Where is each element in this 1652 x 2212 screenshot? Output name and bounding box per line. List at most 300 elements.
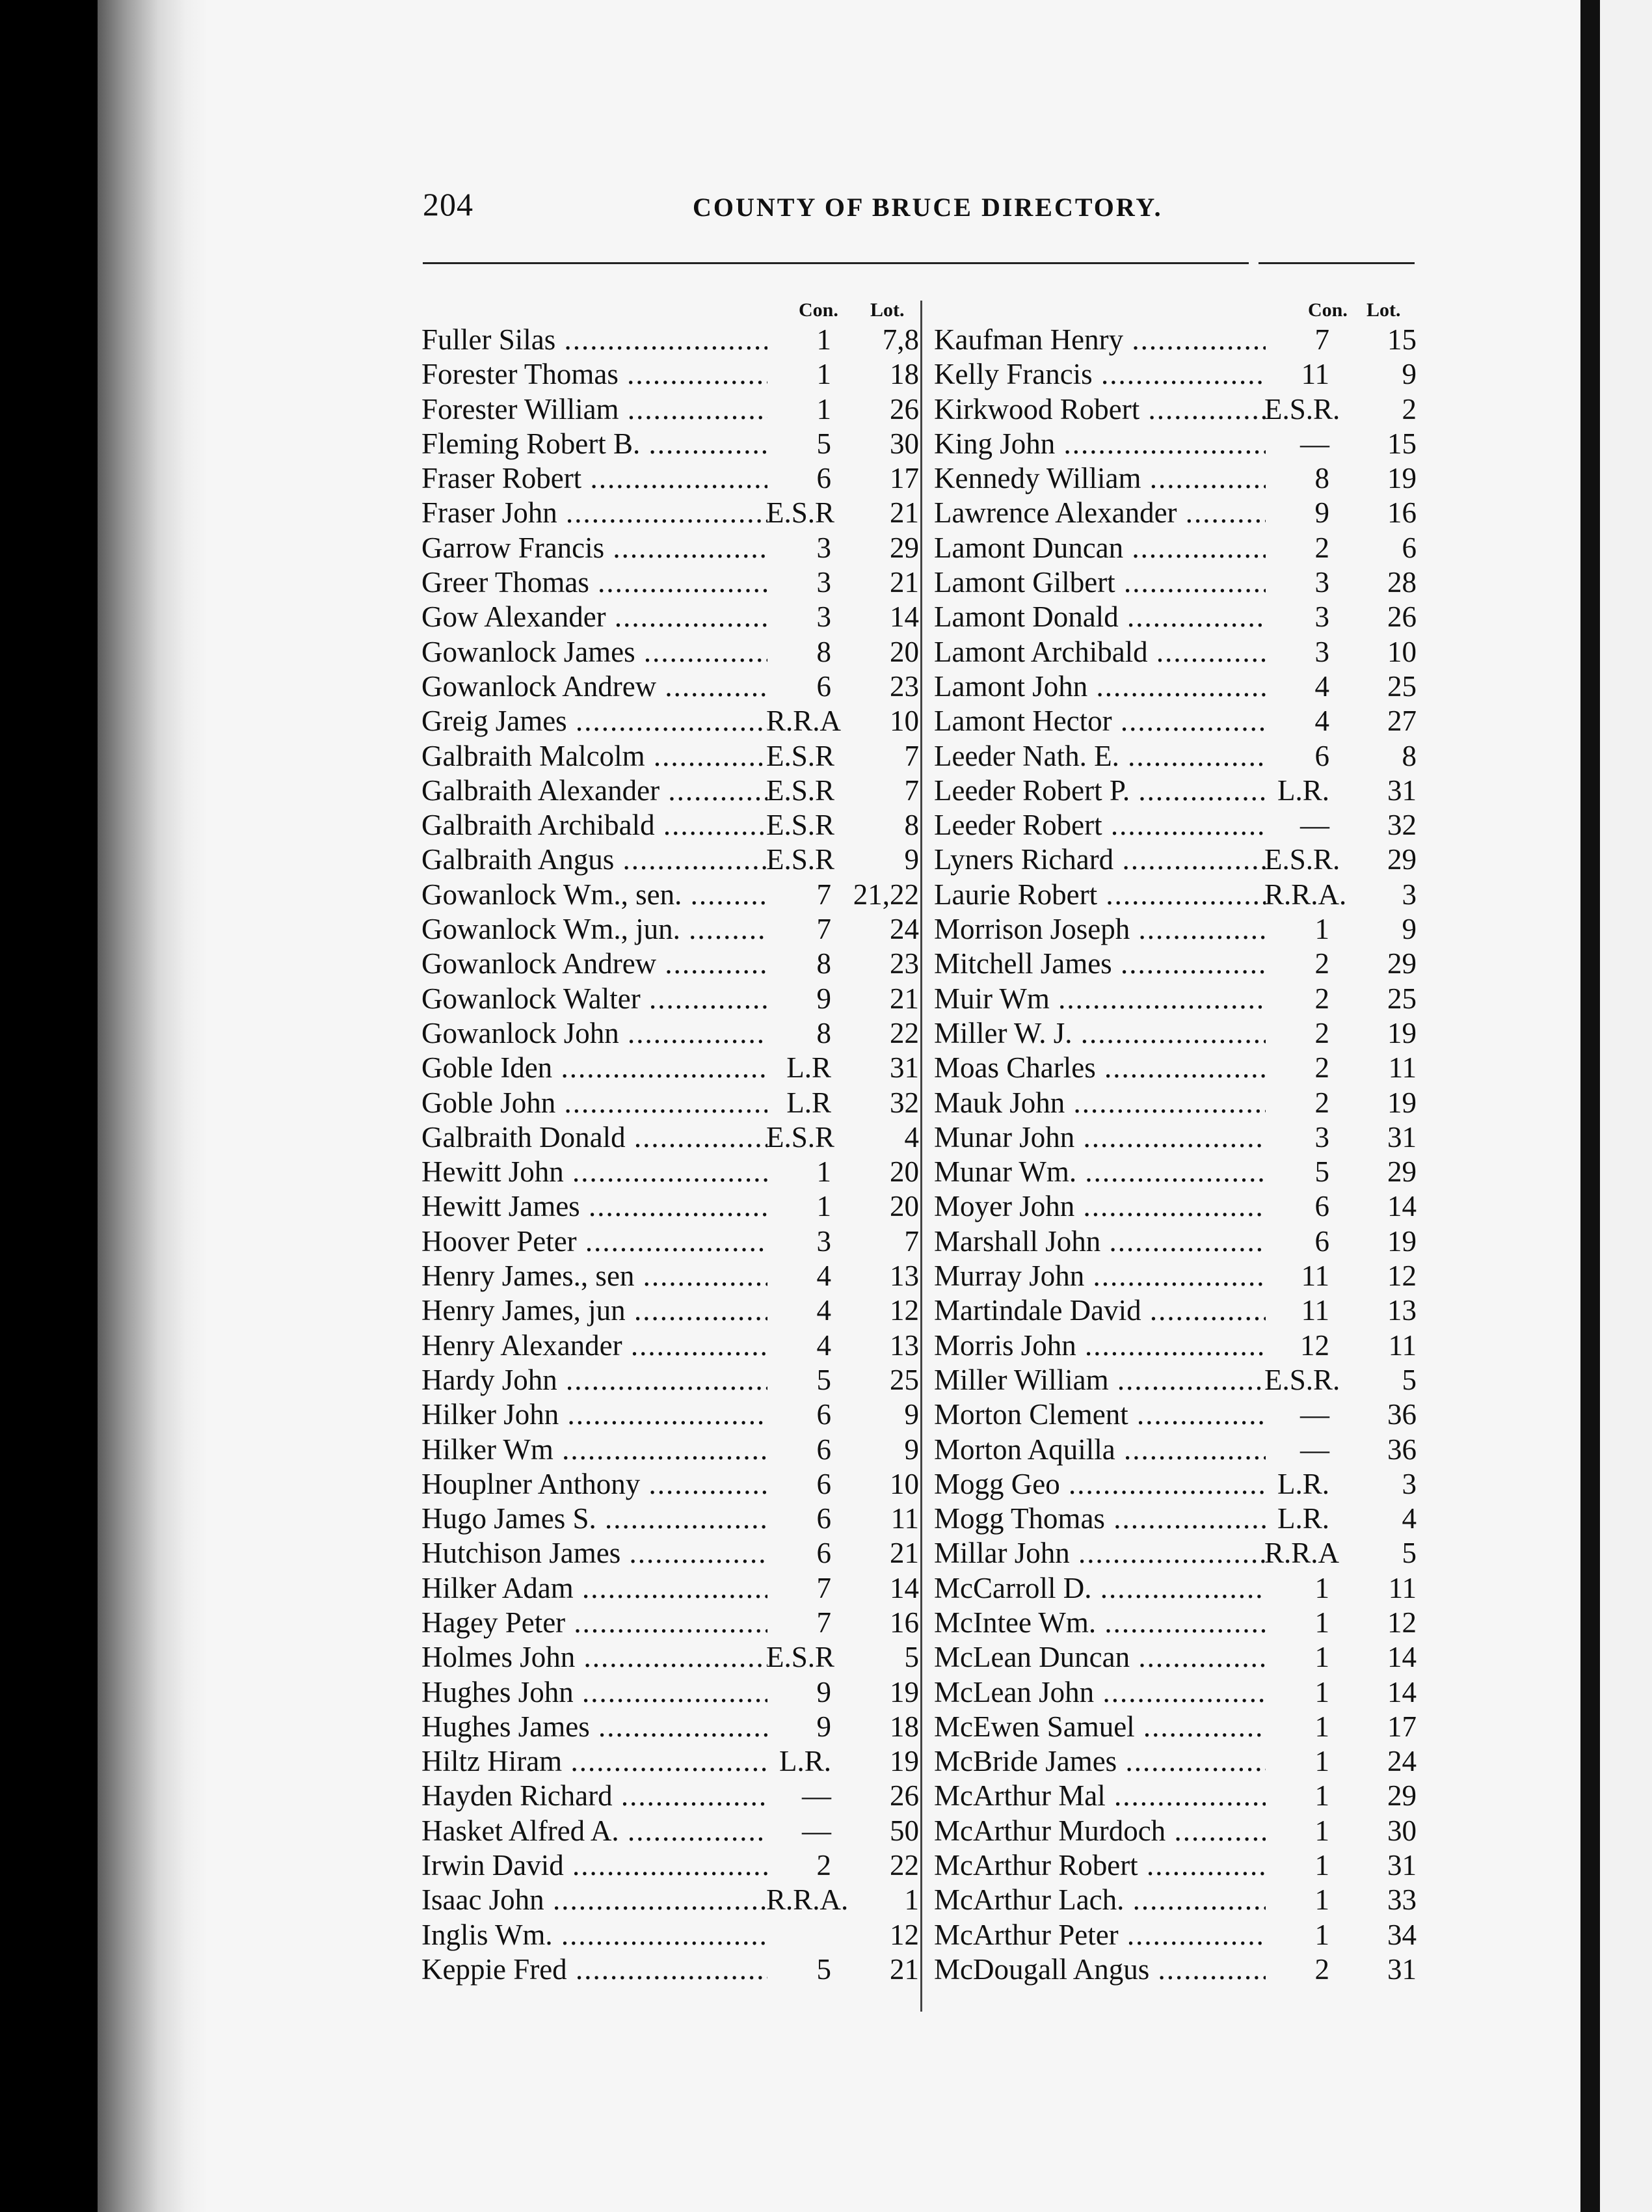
directory-entry xyxy=(934,1155,1420,1189)
entry-lot: 26 xyxy=(890,1779,919,1813)
entry-name: Galbraith Malcolm ..... xyxy=(421,739,767,774)
entry-lot: 14 xyxy=(890,1571,919,1604)
entry-concession: 11 xyxy=(1301,1260,1329,1293)
directory-entry xyxy=(421,947,922,981)
directory-entry xyxy=(421,1848,922,1883)
entry-lot: 11 xyxy=(1388,1329,1417,1362)
directory-entry xyxy=(421,1224,922,1259)
entry-concession: E.S.R xyxy=(766,1120,835,1153)
entry-lot: 7 xyxy=(904,1224,919,1258)
entry-lot: 11 xyxy=(1388,1051,1417,1085)
entry-lot: 32 xyxy=(890,1086,919,1119)
directory-entry xyxy=(934,1848,1420,1883)
running-title: COUNTY OF BRUCE DIRECTORY. xyxy=(693,193,1163,222)
directory-entry xyxy=(421,1502,922,1536)
entry-lot: 5 xyxy=(904,1641,919,1674)
entry-concession: E.S.R xyxy=(766,774,835,807)
entry-concession: 5 xyxy=(816,427,831,460)
entry-lot: 29 xyxy=(890,531,919,564)
entry-name: Goble Iden ..... xyxy=(421,1051,767,1085)
directory-entry xyxy=(421,1640,922,1675)
entry-concession: 6 xyxy=(816,1537,831,1570)
entry-concession: 1 xyxy=(1314,1918,1329,1951)
entry-lot: 11 xyxy=(1388,1571,1417,1604)
directory-entry xyxy=(421,739,922,774)
entry-lot: 31 xyxy=(1387,1849,1417,1882)
directory-entry xyxy=(421,1883,922,1917)
entry-concession: — xyxy=(802,1814,831,1847)
directory-entry xyxy=(934,1710,1420,1744)
entry-lot: 29 xyxy=(1387,947,1417,980)
directory-entry xyxy=(421,1814,922,1848)
entry-concession: 6 xyxy=(1314,1224,1329,1258)
entry-lot: 6 xyxy=(1402,531,1417,564)
entry-name: Hughes John ..... xyxy=(421,1675,767,1710)
entry-concession: 1 xyxy=(1314,1883,1329,1917)
entry-name: Munar Wm. ..... xyxy=(934,1155,1266,1189)
entry-name: Gow Alexander ..... xyxy=(421,600,767,634)
entry-concession: L.R xyxy=(786,1086,831,1119)
entry-concession: 1 xyxy=(1314,1745,1329,1778)
entry-name: Greer Thomas ..... xyxy=(421,565,767,600)
entry-lot: 18 xyxy=(890,1710,919,1743)
entry-lot: 3 xyxy=(1402,878,1417,911)
entry-name: Gowanlock James ..... xyxy=(421,635,767,669)
entry-lot: 8 xyxy=(904,809,919,842)
entry-concession: 8 xyxy=(816,947,831,980)
entry-name: Holmes John ..... xyxy=(421,1640,767,1675)
entry-name: Muir Wm ..... xyxy=(934,982,1266,1016)
entry-name: Houplner Anthony ..... xyxy=(421,1467,767,1502)
directory-entry xyxy=(421,1397,922,1432)
entry-name: Lamont John ..... xyxy=(934,669,1266,704)
entry-name: Galbraith Archibald ..... xyxy=(421,808,767,843)
entry-lot: 19 xyxy=(1387,462,1417,495)
entry-name: Gowanlock Andrew ..... xyxy=(421,669,767,704)
entry-lot: 9 xyxy=(1402,358,1417,391)
entry-lot: 7 xyxy=(904,774,919,807)
entry-concession: 1 xyxy=(1314,1814,1329,1847)
entry-lot: 29 xyxy=(1387,843,1417,876)
directory-entry xyxy=(421,808,922,843)
directory-entry xyxy=(421,774,922,808)
entry-concession: L.R. xyxy=(779,1745,831,1778)
entry-concession: 6 xyxy=(816,1433,831,1466)
entry-concession: 2 xyxy=(1314,982,1329,1015)
entry-concession: 4 xyxy=(1314,705,1329,738)
directory-entry xyxy=(934,531,1420,565)
entry-lot: 20 xyxy=(890,635,919,668)
entry-concession: 2 xyxy=(1314,1016,1329,1049)
directory-entry xyxy=(934,1571,1420,1606)
entry-lot: 24 xyxy=(890,913,919,946)
directory-entry xyxy=(421,1571,922,1606)
entry-name: Leeder Robert ..... xyxy=(934,808,1266,843)
entry-concession: 2 xyxy=(816,1849,831,1882)
directory-entry xyxy=(421,1363,922,1397)
entry-lot: 27 xyxy=(1387,705,1417,738)
entry-name: Hewitt John ..... xyxy=(421,1155,767,1189)
entry-lot: 50 xyxy=(890,1814,919,1847)
entry-name: Lamont Archibald ..... xyxy=(934,635,1266,669)
entry-name: Gowanlock Wm., sen. ..... xyxy=(421,878,767,912)
directory-entry xyxy=(934,1502,1420,1536)
entry-lot: 36 xyxy=(1387,1433,1417,1466)
entry-lot: 15 xyxy=(1387,427,1417,460)
entry-name: Greig James ..... xyxy=(421,704,767,738)
entry-name: Kirkwood Robert ..... xyxy=(934,392,1266,427)
entry-name: Galbraith Donald ..... xyxy=(421,1120,767,1155)
directory-entry xyxy=(934,600,1420,634)
entry-lot: 13 xyxy=(1387,1294,1417,1327)
entry-concession: 1 xyxy=(1314,1779,1329,1813)
entry-concession: 7 xyxy=(816,1606,831,1639)
entry-lot: 34 xyxy=(1387,1918,1417,1951)
directory-entry xyxy=(934,461,1420,496)
entry-name: Mogg Thomas ..... xyxy=(934,1502,1266,1536)
entry-lot: 14 xyxy=(1387,1641,1417,1674)
entry-concession: 3 xyxy=(1314,635,1329,668)
entry-name: Hewitt James ..... xyxy=(421,1189,767,1224)
entry-concession: L.R xyxy=(786,1051,831,1085)
entry-name: Keppie Fred ..... xyxy=(421,1952,767,1987)
entry-name: Hardy John ..... xyxy=(421,1363,767,1397)
entry-lot: 5 xyxy=(1402,1363,1417,1396)
header-rule xyxy=(423,262,1249,264)
left-column xyxy=(421,286,922,1987)
entry-name: Hilker Wm ..... xyxy=(421,1433,767,1467)
entry-lot: 14 xyxy=(1387,1675,1417,1708)
entry-name: Hoover Peter ..... xyxy=(421,1224,767,1259)
entry-name: Fraser John ..... xyxy=(421,496,767,530)
directory-entry xyxy=(934,1467,1420,1502)
entry-concession: 6 xyxy=(816,669,831,703)
lot-header: Lot. xyxy=(1366,299,1401,321)
directory-entry xyxy=(421,1051,922,1085)
entry-concession: 3 xyxy=(816,600,831,634)
entry-concession: 7 xyxy=(816,878,831,911)
entry-concession: L.R. xyxy=(1277,1502,1329,1535)
entry-lot: 22 xyxy=(890,1849,919,1882)
entry-concession: 1 xyxy=(816,1190,831,1223)
entry-concession: 5 xyxy=(816,1363,831,1396)
entry-lot: 7 xyxy=(904,739,919,772)
entry-concession: — xyxy=(1300,1433,1329,1466)
entry-name: Galbraith Angus ..... xyxy=(421,843,767,877)
directory-entry xyxy=(934,1189,1420,1224)
entry-name: McCarroll D. ..... xyxy=(934,1571,1266,1606)
entry-concession: 1 xyxy=(1314,1641,1329,1674)
entry-name: Lamont Duncan ..... xyxy=(934,531,1266,565)
entry-concession: 2 xyxy=(1314,1086,1329,1119)
entry-concession: 8 xyxy=(816,635,831,668)
entry-concession: L.R. xyxy=(1277,774,1329,807)
entry-name: Miller W. J. ..... xyxy=(934,1016,1266,1051)
entry-concession: 6 xyxy=(816,1467,831,1500)
entry-lot: 31 xyxy=(1387,1952,1417,1986)
entry-lot: 9 xyxy=(904,843,919,876)
directory-entry xyxy=(421,461,922,496)
directory-entry xyxy=(934,1120,1420,1155)
entry-name: McArthur Peter ..... xyxy=(934,1918,1266,1952)
entry-name: Isaac John ..... xyxy=(421,1883,767,1917)
entry-concession: 9 xyxy=(816,982,831,1015)
right-column xyxy=(934,286,1420,1987)
entry-lot: 29 xyxy=(1387,1779,1417,1813)
entry-lot: 32 xyxy=(1387,809,1417,842)
entry-name: Hutchison James ..... xyxy=(421,1536,767,1571)
entry-name: Morton Aquilla ..... xyxy=(934,1433,1266,1467)
entry-lot: 31 xyxy=(1387,1120,1417,1153)
entry-lot: 33 xyxy=(1387,1883,1417,1917)
directory-entry xyxy=(421,1016,922,1051)
entry-name: Moas Charles ..... xyxy=(934,1051,1266,1085)
directory-entry xyxy=(421,1606,922,1640)
entry-name: Fleming Robert B. ..... xyxy=(421,427,767,461)
entry-lot: 25 xyxy=(1387,982,1417,1015)
directory-entry xyxy=(421,1433,922,1467)
directory-entry xyxy=(421,704,922,738)
entry-concession: 1 xyxy=(1314,1849,1329,1882)
entry-concession: 6 xyxy=(1314,739,1329,772)
directory-entry xyxy=(421,357,922,392)
directory-entry xyxy=(934,1363,1420,1397)
con-header: Con. xyxy=(1308,299,1348,321)
entry-name: McArthur Murdoch ..... xyxy=(934,1814,1266,1848)
entry-name: Hagey Peter ..... xyxy=(421,1606,767,1640)
entry-name: McLean John ..... xyxy=(934,1675,1266,1710)
directory-entry xyxy=(421,496,922,530)
entry-lot: 11 xyxy=(890,1502,919,1535)
entry-concession: 6 xyxy=(1314,1190,1329,1223)
page-gutter xyxy=(1580,0,1600,2212)
entry-lot: 25 xyxy=(890,1363,919,1396)
entry-lot: 10 xyxy=(890,705,919,738)
entry-concession: E.S.R. xyxy=(1264,392,1340,425)
entry-lot: 7,8 xyxy=(882,323,919,356)
entry-concession: 1 xyxy=(816,358,831,391)
entry-lot: 9 xyxy=(1402,913,1417,946)
entry-concession: 3 xyxy=(816,531,831,564)
entry-concession: 1 xyxy=(1314,1675,1329,1708)
entry-name: King John ..... xyxy=(934,427,1266,461)
entry-name: Lamont Gilbert ..... xyxy=(934,565,1266,600)
entry-name: McDougall Angus ..... xyxy=(934,1952,1266,1987)
entry-concession: 11 xyxy=(1301,358,1329,391)
entry-concession: 4 xyxy=(1314,669,1329,703)
directory-entry xyxy=(934,1814,1420,1848)
entry-concession: 4 xyxy=(816,1329,831,1362)
directory-entry xyxy=(934,878,1420,912)
entry-name: Gowanlock John ..... xyxy=(421,1016,767,1051)
entry-name: Morris John ..... xyxy=(934,1329,1266,1363)
directory-entry xyxy=(421,1086,922,1120)
directory-entry xyxy=(421,1155,922,1189)
entry-concession: 2 xyxy=(1314,531,1329,564)
entry-concession: L.R. xyxy=(1277,1467,1329,1500)
entry-name: Miller William ..... xyxy=(934,1363,1266,1397)
directory-entry xyxy=(934,1224,1420,1259)
directory-entry xyxy=(421,1779,922,1813)
entry-lot: 9 xyxy=(904,1398,919,1431)
entry-lot: 21 xyxy=(890,496,919,530)
directory-entry xyxy=(934,1051,1420,1085)
directory-entry xyxy=(934,1433,1420,1467)
entry-name: Millar John ..... xyxy=(934,1536,1266,1571)
entry-concession: 11 xyxy=(1301,1294,1329,1327)
entry-lot: 21 xyxy=(890,1537,919,1570)
entry-concession: 1 xyxy=(816,323,831,356)
entry-name: Mogg Geo ..... xyxy=(934,1467,1266,1502)
entry-lot: 22 xyxy=(890,1016,919,1049)
directory-entry xyxy=(934,704,1420,738)
entry-lot: 25 xyxy=(1387,669,1417,703)
entry-concession: 2 xyxy=(1314,1952,1329,1986)
directory-entry xyxy=(421,1293,922,1328)
directory-entry xyxy=(421,878,922,912)
directory-entry xyxy=(934,635,1420,669)
entry-lot: 3 xyxy=(1402,1467,1417,1500)
entry-concession: — xyxy=(802,1779,831,1813)
entry-name: Lawrence Alexander ..... xyxy=(934,496,1266,530)
page-header xyxy=(423,185,1418,231)
entry-concession: — xyxy=(1300,427,1329,460)
directory-entry xyxy=(934,1952,1420,1987)
entry-name: Hilker Adam ..... xyxy=(421,1571,767,1606)
directory-entry xyxy=(934,1536,1420,1571)
entry-name: Henry James., sen ..... xyxy=(421,1259,767,1293)
entry-lot: 12 xyxy=(1387,1606,1417,1639)
directory-entry xyxy=(421,1467,922,1502)
entry-concession: 1 xyxy=(1314,913,1329,946)
entry-concession: 3 xyxy=(1314,566,1329,599)
directory-entry xyxy=(421,392,922,427)
directory-entry xyxy=(421,1189,922,1224)
directory-entry xyxy=(421,1120,922,1155)
directory-entry xyxy=(934,947,1420,981)
entry-name: Leeder Robert P. ..... xyxy=(934,774,1266,808)
entry-name: Munar John ..... xyxy=(934,1120,1266,1155)
entry-concession: R.R.A. xyxy=(1264,878,1347,911)
book-fore-edge xyxy=(98,0,208,2212)
entry-name: Gowanlock Walter ..... xyxy=(421,982,767,1016)
entry-concession: R.R.A xyxy=(1264,1537,1340,1570)
entry-name: Morton Clement ..... xyxy=(934,1397,1266,1432)
entry-name: Lyners Richard ..... xyxy=(934,843,1266,877)
facing-page-sliver xyxy=(1600,0,1652,2212)
entry-lot: 5 xyxy=(1402,1537,1417,1570)
entry-lot: 12 xyxy=(1387,1260,1417,1293)
entry-lot: 36 xyxy=(1387,1398,1417,1431)
entry-concession: 9 xyxy=(1314,496,1329,530)
entry-concession: 1 xyxy=(1314,1606,1329,1639)
entry-concession: 3 xyxy=(816,566,831,599)
entry-name: Fuller Silas ..... xyxy=(421,323,767,357)
entry-lot: 26 xyxy=(1387,600,1417,634)
directory-entry xyxy=(421,1259,922,1293)
entry-lot: 13 xyxy=(890,1329,919,1362)
entry-name: McEwen Samuel ..... xyxy=(934,1710,1266,1744)
entry-name: Hasket Alfred A. ..... xyxy=(421,1814,767,1848)
entry-name: Forester Thomas ..... xyxy=(421,357,767,392)
directory-entry xyxy=(934,843,1420,877)
directory-entry xyxy=(934,323,1420,357)
entry-name: Kennedy William ..... xyxy=(934,461,1266,496)
directory-entry xyxy=(934,392,1420,427)
entry-lot: 17 xyxy=(890,462,919,495)
directory-entry xyxy=(421,531,922,565)
entry-list xyxy=(421,323,922,1987)
entry-lot: 14 xyxy=(890,600,919,634)
column-header xyxy=(421,286,922,323)
entry-lot: 20 xyxy=(890,1155,919,1189)
entry-name: Morrison Joseph ..... xyxy=(934,912,1266,947)
entry-lot: 16 xyxy=(890,1606,919,1639)
entry-concession: E.S.R xyxy=(766,739,835,772)
entry-concession: 1 xyxy=(816,392,831,425)
entry-lot: 24 xyxy=(1387,1745,1417,1778)
directory-entry xyxy=(934,1744,1420,1779)
directory-entry xyxy=(421,1536,922,1571)
entry-name: Kaufman Henry ..... xyxy=(934,323,1266,357)
entry-name: Galbraith Alexander ..... xyxy=(421,774,767,808)
entry-lot: 19 xyxy=(1387,1016,1417,1049)
entry-name: Gowanlock Andrew ..... xyxy=(421,947,767,981)
entry-concession: E.S.R. xyxy=(1264,1363,1340,1396)
directory-entry xyxy=(934,669,1420,704)
entry-lot: 2 xyxy=(1402,392,1417,425)
entry-name: Marshall John ..... xyxy=(934,1224,1266,1259)
page-number: 204 xyxy=(423,186,473,223)
directory-entry xyxy=(934,1329,1420,1363)
directory-entry xyxy=(421,427,922,461)
entry-concession: E.S.R xyxy=(766,843,835,876)
entry-concession: 9 xyxy=(816,1675,831,1708)
directory-entry xyxy=(421,323,922,357)
entry-concession: — xyxy=(1300,1398,1329,1431)
entry-lot: 10 xyxy=(890,1467,919,1500)
entry-lot: 1 xyxy=(904,1883,919,1917)
entry-name: Hiltz Hiram ..... xyxy=(421,1744,767,1779)
entry-concession: R.R.A. xyxy=(766,1883,849,1917)
entry-concession: 1 xyxy=(816,1155,831,1189)
directory-entry xyxy=(934,1016,1420,1051)
entry-concession: 2 xyxy=(1314,1051,1329,1085)
entry-lot: 19 xyxy=(890,1745,919,1778)
entry-name: Martindale David ..... xyxy=(934,1293,1266,1328)
entry-concession: — xyxy=(1300,809,1329,842)
entry-name: McBride James ..... xyxy=(934,1744,1266,1779)
entry-lot: 14 xyxy=(1387,1190,1417,1223)
entry-lot: 15 xyxy=(1387,323,1417,356)
entry-name: Leeder Nath. E. ..... xyxy=(934,739,1266,774)
entry-concession: 1 xyxy=(1314,1571,1329,1604)
entry-concession: 7 xyxy=(1314,323,1329,356)
entry-concession: 9 xyxy=(816,1710,831,1743)
entry-name: Forester William ..... xyxy=(421,392,767,427)
entry-lot: 4 xyxy=(1402,1502,1417,1535)
entry-concession: 2 xyxy=(1314,947,1329,980)
directory-entry xyxy=(934,496,1420,530)
directory-entry xyxy=(934,1675,1420,1710)
entry-lot: 31 xyxy=(890,1051,919,1085)
entry-name: Hughes James ..... xyxy=(421,1710,767,1744)
directory-entry xyxy=(934,739,1420,774)
entry-lot: 17 xyxy=(1387,1710,1417,1743)
entry-lot: 23 xyxy=(890,947,919,980)
entry-concession: 4 xyxy=(816,1294,831,1327)
entry-lot: 10 xyxy=(1387,635,1417,668)
